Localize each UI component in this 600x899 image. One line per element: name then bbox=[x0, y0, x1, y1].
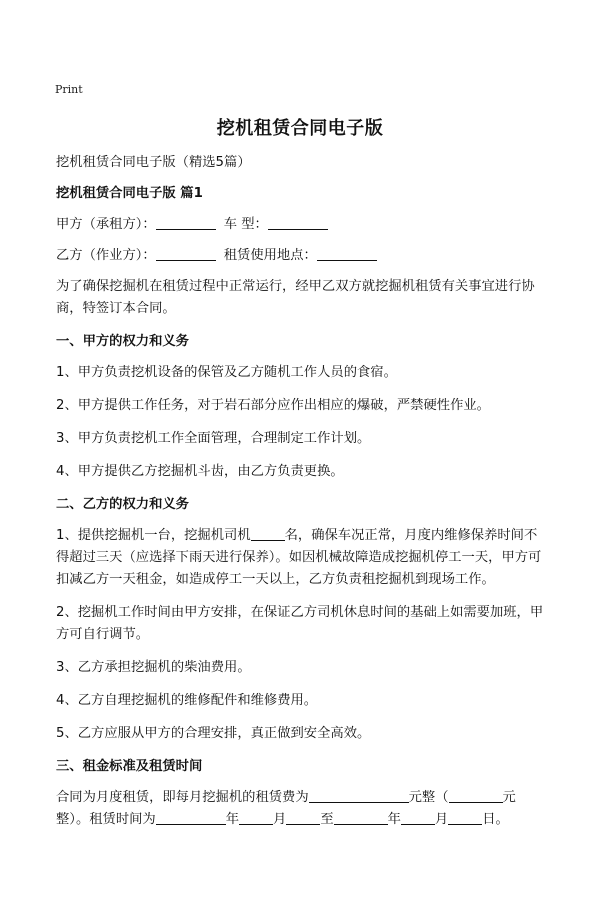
rent-period-label: 元整）。租赁时间为 bbox=[56, 790, 516, 827]
start-month-blank bbox=[239, 810, 273, 825]
party-b-label: 乙方（作业方）： bbox=[56, 248, 156, 263]
month-label: 月 bbox=[434, 812, 449, 827]
party-b-blank bbox=[156, 246, 216, 261]
vehicle-type-blank bbox=[268, 215, 328, 230]
section2-item: 5、乙方应服从甲方的合理安排，真正做到安全高效。 bbox=[56, 726, 371, 741]
start-year-blank bbox=[156, 810, 226, 825]
year-label: 年 bbox=[387, 812, 401, 827]
section2-item1-start: 1、提供挖掘机一台，挖掘机司机 bbox=[56, 528, 251, 543]
end-year-blank bbox=[334, 810, 388, 825]
year-label: 年 bbox=[225, 812, 240, 827]
location-blank bbox=[317, 246, 377, 261]
section1-item: 1、甲方负责挖机设备的保管及乙方随机工作人员的食宿。 bbox=[56, 365, 397, 380]
document-subtitle: 挖机租赁合同电子版（精选5篇） bbox=[56, 155, 251, 170]
end-day-blank bbox=[448, 810, 482, 825]
section3-heading: 三、租金标准及租赁时间 bbox=[56, 759, 203, 774]
party-a-label: 甲方（承租方）： bbox=[56, 217, 156, 232]
section2-item: 2、挖掘机工作时间由甲方安排，在保证乙方司机休息时间的基础上如需要加班，甲方可自行调节。 bbox=[56, 605, 544, 642]
section1-item: 2、甲方提供工作任务，对于岩石部分应作出相应的爆破，严禁硬性作业。 bbox=[56, 398, 490, 413]
rent-text-start: 合同为月度租赁，即每月挖掘机的租赁费为 bbox=[56, 790, 309, 805]
section2-item bbox=[56, 525, 548, 591]
party-a-line bbox=[56, 214, 548, 236]
location-label: 租赁使用地点： bbox=[223, 248, 317, 263]
document-body bbox=[56, 152, 548, 842]
start-day-blank bbox=[286, 810, 320, 825]
end-month-blank bbox=[401, 810, 435, 825]
driver-count-blank bbox=[251, 526, 285, 541]
vehicle-type-label: 车 型： bbox=[223, 217, 268, 232]
section3-paragraph bbox=[56, 787, 548, 831]
section1-item: 3、甲方负责挖机工作全面管理，合理制定工作计划。 bbox=[56, 431, 371, 446]
day-label: 日。 bbox=[482, 812, 509, 827]
section2-item: 4、乙方自理挖掘机的维修配件和维修费用。 bbox=[56, 693, 318, 708]
section2-item1-rest: 名，确保车况正常，月度内维修保养时间不得超过三天（应选择下雨天进行保养）。如因机械故障造成挖掘机停工一天，甲方可扣减乙方一天租金，如造成停工一天以上，乙方负责租挖掘机到现场工作。 bbox=[56, 528, 542, 587]
section1-item: 4、甲方提供乙方挖掘机斗齿，由乙方负责更换。 bbox=[56, 464, 344, 479]
section1-heading: 一、甲方的权力和义务 bbox=[56, 334, 189, 349]
month-label: 月 bbox=[273, 812, 287, 827]
rent-unit-label: 元整（ bbox=[408, 790, 449, 805]
section2-heading: 二、乙方的权力和义务 bbox=[56, 497, 189, 512]
to-label: 至 bbox=[320, 812, 334, 827]
rent-amount-blank bbox=[309, 788, 409, 803]
party-b-line bbox=[56, 245, 548, 267]
party-a-blank bbox=[156, 215, 216, 230]
print-link[interactable]: Print bbox=[55, 83, 83, 96]
chapter-heading: 挖机租赁合同电子版 篇1 bbox=[56, 186, 203, 201]
section2-item: 3、乙方承担挖掘机的柴油费用。 bbox=[56, 660, 251, 675]
rent-amount-words-blank bbox=[449, 788, 503, 803]
intro-paragraph: 为了确保挖掘机在租赁过程中正常运行，经甲乙双方就挖掘机租赁有关事宜进行协商，特签订本合同。 bbox=[56, 279, 535, 316]
page-title: 挖机租赁合同电子版 bbox=[216, 118, 384, 139]
